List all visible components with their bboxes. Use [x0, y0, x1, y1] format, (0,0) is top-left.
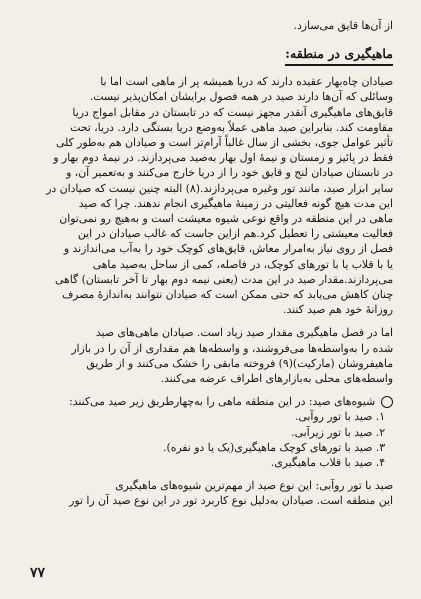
paragraph-line: ماهیفروشان (مارکیت)(۹) فروخته مابقی را خشک می‌کنند و از طریق	[86, 356, 393, 370]
list-item: ۴. صید با قلاب ماهیگیری.	[270, 456, 385, 470]
paragraph-line: در تابستان صیادان لنج و قایق خود را از دریا خارج می‌کنند و به‌تعمیر آن، و	[66, 166, 393, 180]
list-item: ۲. صید با تور زیرآبی.	[291, 425, 385, 439]
continuation-line: از آن‌ها قایق می‌سازد.	[293, 19, 393, 32]
paragraph-selling-fish	[28, 325, 393, 386]
paragraph-line: صید با تور روآبی: این نوع صید از مهم‌ترین شیوه‌های ماهیگیری	[115, 479, 393, 493]
paragraph-line: چنان کاهش می‌یابد که حتی ممکن است که صیادان نتوانند به‌اندازهٔ مصرف	[61, 288, 393, 302]
paragraph-line: تأثیر عوامل جوی، بخشی از سال غالباً آرام‌تر است و صیادان هم به‌طور کلی	[55, 136, 393, 150]
paragraph-line: فعالیت معیشتی را تعطیل کرد.هم ازاین جاست که غالب صیادان در این	[77, 227, 393, 241]
paragraph-line: ماهی در این منطقه در واقع نوعی شیوه معیشت است و به‌هیچ رو نمی‌توان	[59, 212, 393, 226]
paragraph-line: این منطقه است. صیادان به‌دلیل نوع کاربرد تور در این نوع صید آن را تور	[69, 494, 393, 508]
list-item: ۳. صید با تورهای کوچک ماهیگیری(یک یا دو نفره).	[163, 440, 385, 454]
paragraph-fishing-seasons	[28, 74, 393, 317]
paragraph-surface-net	[28, 478, 393, 508]
methods-intro-line	[28, 394, 393, 409]
methods-intro-text: شیوه‌های صید: در این منطقه ماهی را به‌چهارطریق زیر صید می‌کنند:	[69, 395, 375, 409]
fishing-methods-list	[28, 394, 393, 470]
page-number: ۷۷	[30, 565, 46, 581]
paragraph-line: اما در فصل ماهیگیری مقدار صید زیاد است. صیادان ماهی‌های صید	[95, 326, 393, 340]
paragraph-line: یا با قلاب یا با تورهای کوچک، در فاصله، کمی از ساحل به‌صید ماهی	[92, 257, 393, 271]
paragraph-line: وسائلی که آن‌ها دارند صید در همه فصول برایشان امکان‌پذیر نیست.	[89, 90, 393, 104]
section-heading: ماهیگیری در منطقه:	[285, 45, 393, 66]
paragraph-line: واسطه‌های محلی به‌بازارهای اطراف عرضه می‌کنند.	[160, 372, 393, 386]
paragraph-line: مقاومت کند. بنابراین صید ماهی عملاً به‌وضع دریا بستگی دارد. دریا، تحت	[70, 120, 393, 134]
page-content	[28, 18, 393, 581]
section-heading-wrap	[28, 43, 393, 66]
paragraph-line: سایر ابزار صید، مانند تور وغیره می‌پردازند.(۸) البته چنین نیست که صیادان در	[46, 181, 393, 195]
paragraph-line: فقط در پائیز و زمستان و نیمهٔ اول بهار به‌صید می‌پردازند. در نیمهٔ دوم بهار و	[53, 151, 393, 165]
paragraph-line: می‌پردازند.مقدار صید در این مدت (یعنی نیمه دوم بهار تا آخر تابستان) گاهی	[55, 272, 393, 286]
paragraph-line: روزانهٔ خود هم صید کنند.	[283, 303, 393, 317]
list-item: ۱. صید با تور روآبی.	[294, 410, 385, 424]
paragraph-line: صیادان چاه‌بهار عقیده دارند که دریا همیشه پر از ماهی است اما با	[100, 75, 393, 89]
circle-bullet-icon	[381, 396, 393, 408]
paragraph-line: فصل از روی نیاز به‌امرار معاش، قایق‌های کوچک خود را به‌آب می‌اندازند و	[63, 242, 393, 256]
paragraph-line: شده را به‌واسطه‌ها می‌فروشند، و واسطه‌ها هم مقداری از آن را در بازار	[71, 341, 393, 355]
paragraph-line: قایق‌های ماهیگیری آنقدر مجهز نیست که در تابستان در مقابل امواج دریا	[72, 105, 393, 119]
paragraph-line: این مدت هیچ گونه فعالیتی در زمینهٔ ماهیگیری انجام ندهند. چرا که صید	[78, 196, 393, 210]
